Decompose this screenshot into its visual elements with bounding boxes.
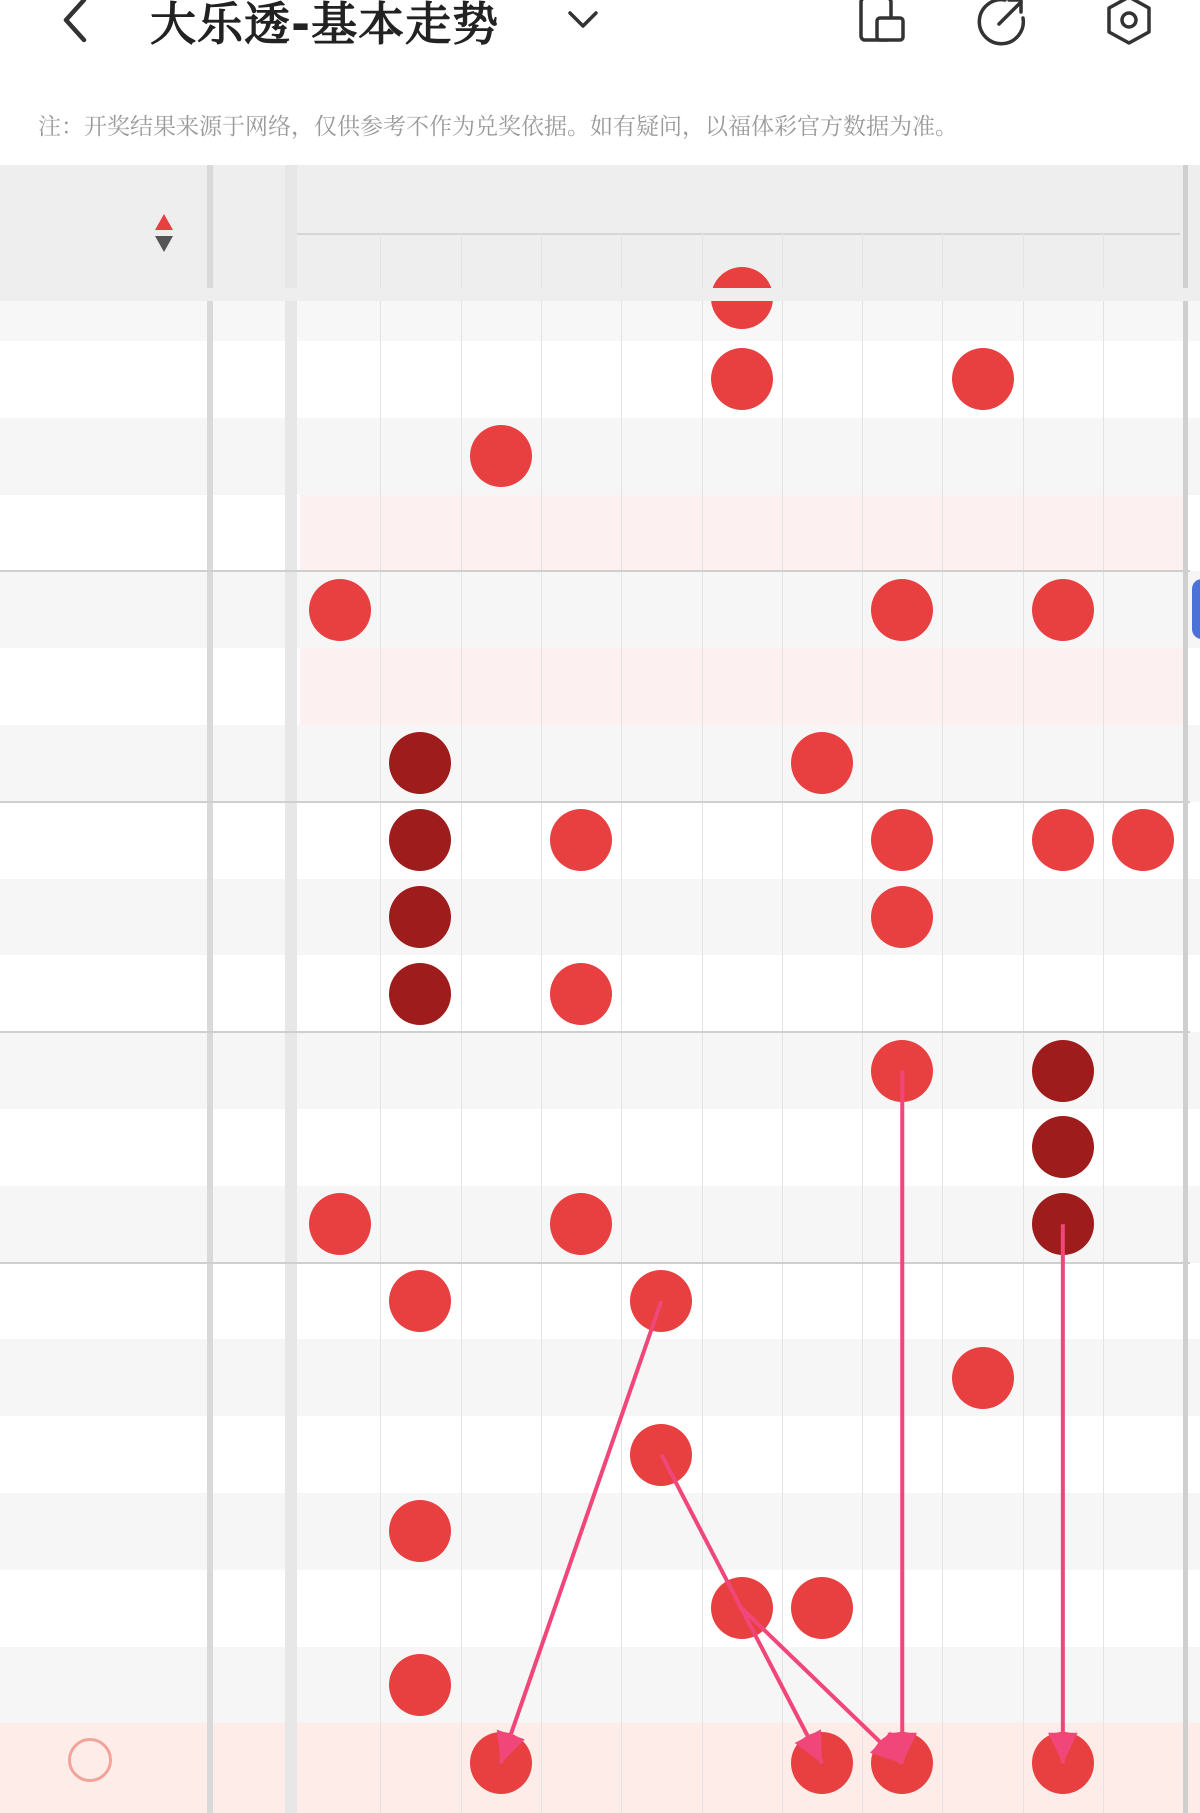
page-title: 大乐透-基本走势	[150, 0, 500, 51]
hit-ball	[791, 732, 853, 794]
hit-ball	[952, 1347, 1014, 1409]
hit-ball	[1032, 1116, 1094, 1178]
row-background	[0, 1493, 1200, 1570]
hit-ball	[550, 809, 612, 871]
column-divider	[541, 233, 542, 1813]
hit-ball	[1032, 579, 1094, 641]
group-separator	[0, 801, 1190, 803]
header-band-bottom	[297, 233, 1180, 235]
hit-ball	[711, 348, 773, 410]
hit-ball	[952, 348, 1014, 410]
pink-band	[300, 495, 1183, 572]
selected-number-ball[interactable]	[1032, 1732, 1094, 1794]
hit-ball	[871, 886, 933, 948]
divider-period-week	[207, 165, 213, 1813]
row-background	[0, 571, 1200, 648]
hit-ball	[389, 1270, 451, 1332]
hit-ball	[630, 1270, 692, 1332]
column-divider	[782, 233, 783, 1813]
hit-ball	[871, 579, 933, 641]
share-icon[interactable]	[975, 0, 1029, 48]
hit-ball	[630, 1424, 692, 1486]
hit-ball	[1032, 1040, 1094, 1102]
selected-number-ball[interactable]	[470, 1732, 532, 1794]
column-divider	[621, 233, 622, 1813]
group-separator	[0, 1031, 1190, 1033]
phone-rotate-icon[interactable]	[855, 0, 909, 48]
column-divider	[862, 233, 863, 1813]
hit-ball	[389, 886, 451, 948]
hit-ball	[871, 809, 933, 871]
row-background	[0, 1570, 1200, 1647]
group-separator	[0, 570, 1190, 572]
hit-ball	[309, 579, 371, 641]
row-background	[0, 725, 1200, 802]
column-divider	[1023, 233, 1024, 1813]
header-cover	[0, 288, 1200, 301]
settings-icon[interactable]	[1102, 0, 1156, 48]
divider-week-zone	[285, 165, 297, 1813]
hit-ball	[550, 963, 612, 1025]
column-divider	[1103, 233, 1104, 1813]
column-divider	[942, 233, 943, 1813]
hit-ball	[791, 1577, 853, 1639]
row-background	[0, 1339, 1200, 1416]
column-divider	[461, 233, 462, 1813]
column-divider	[380, 233, 381, 1813]
hit-ball	[1032, 809, 1094, 871]
row-background	[0, 418, 1200, 495]
hit-ball	[389, 1654, 451, 1716]
row-background	[0, 1263, 1200, 1340]
row-background	[0, 1032, 1200, 1109]
hit-ball	[550, 1193, 612, 1255]
hit-ball	[389, 963, 451, 1025]
selected-number-ball[interactable]	[791, 1732, 853, 1794]
overflow-indicator	[1192, 579, 1200, 639]
hit-ball	[711, 1577, 773, 1639]
sort-icon[interactable]	[153, 212, 175, 254]
row-background	[0, 341, 1200, 418]
hit-ball	[1032, 1193, 1094, 1255]
partial-row-band	[0, 301, 1200, 341]
hit-ball	[871, 1040, 933, 1102]
row-background	[0, 1109, 1200, 1186]
disclaimer-notice: 注：开奖结果来源于网络，仅供参考不作为兑奖依据。如有疑问，以福体彩官方数据为准。	[38, 114, 958, 140]
row-background	[0, 879, 1200, 956]
column-divider	[702, 233, 703, 1813]
divider-right-edge	[1183, 165, 1188, 1813]
hit-ball	[309, 1193, 371, 1255]
pink-band	[300, 648, 1183, 725]
group-separator	[0, 1262, 1190, 1264]
hit-ball	[470, 425, 532, 487]
back-arrow-icon[interactable]	[52, 0, 102, 48]
top-bar	[0, 0, 1200, 90]
row-background	[0, 1416, 1200, 1493]
row-background	[0, 1647, 1200, 1724]
hit-ball	[1112, 809, 1174, 871]
chevron-down-icon[interactable]	[565, 5, 601, 35]
select-row-background	[0, 1723, 1200, 1813]
